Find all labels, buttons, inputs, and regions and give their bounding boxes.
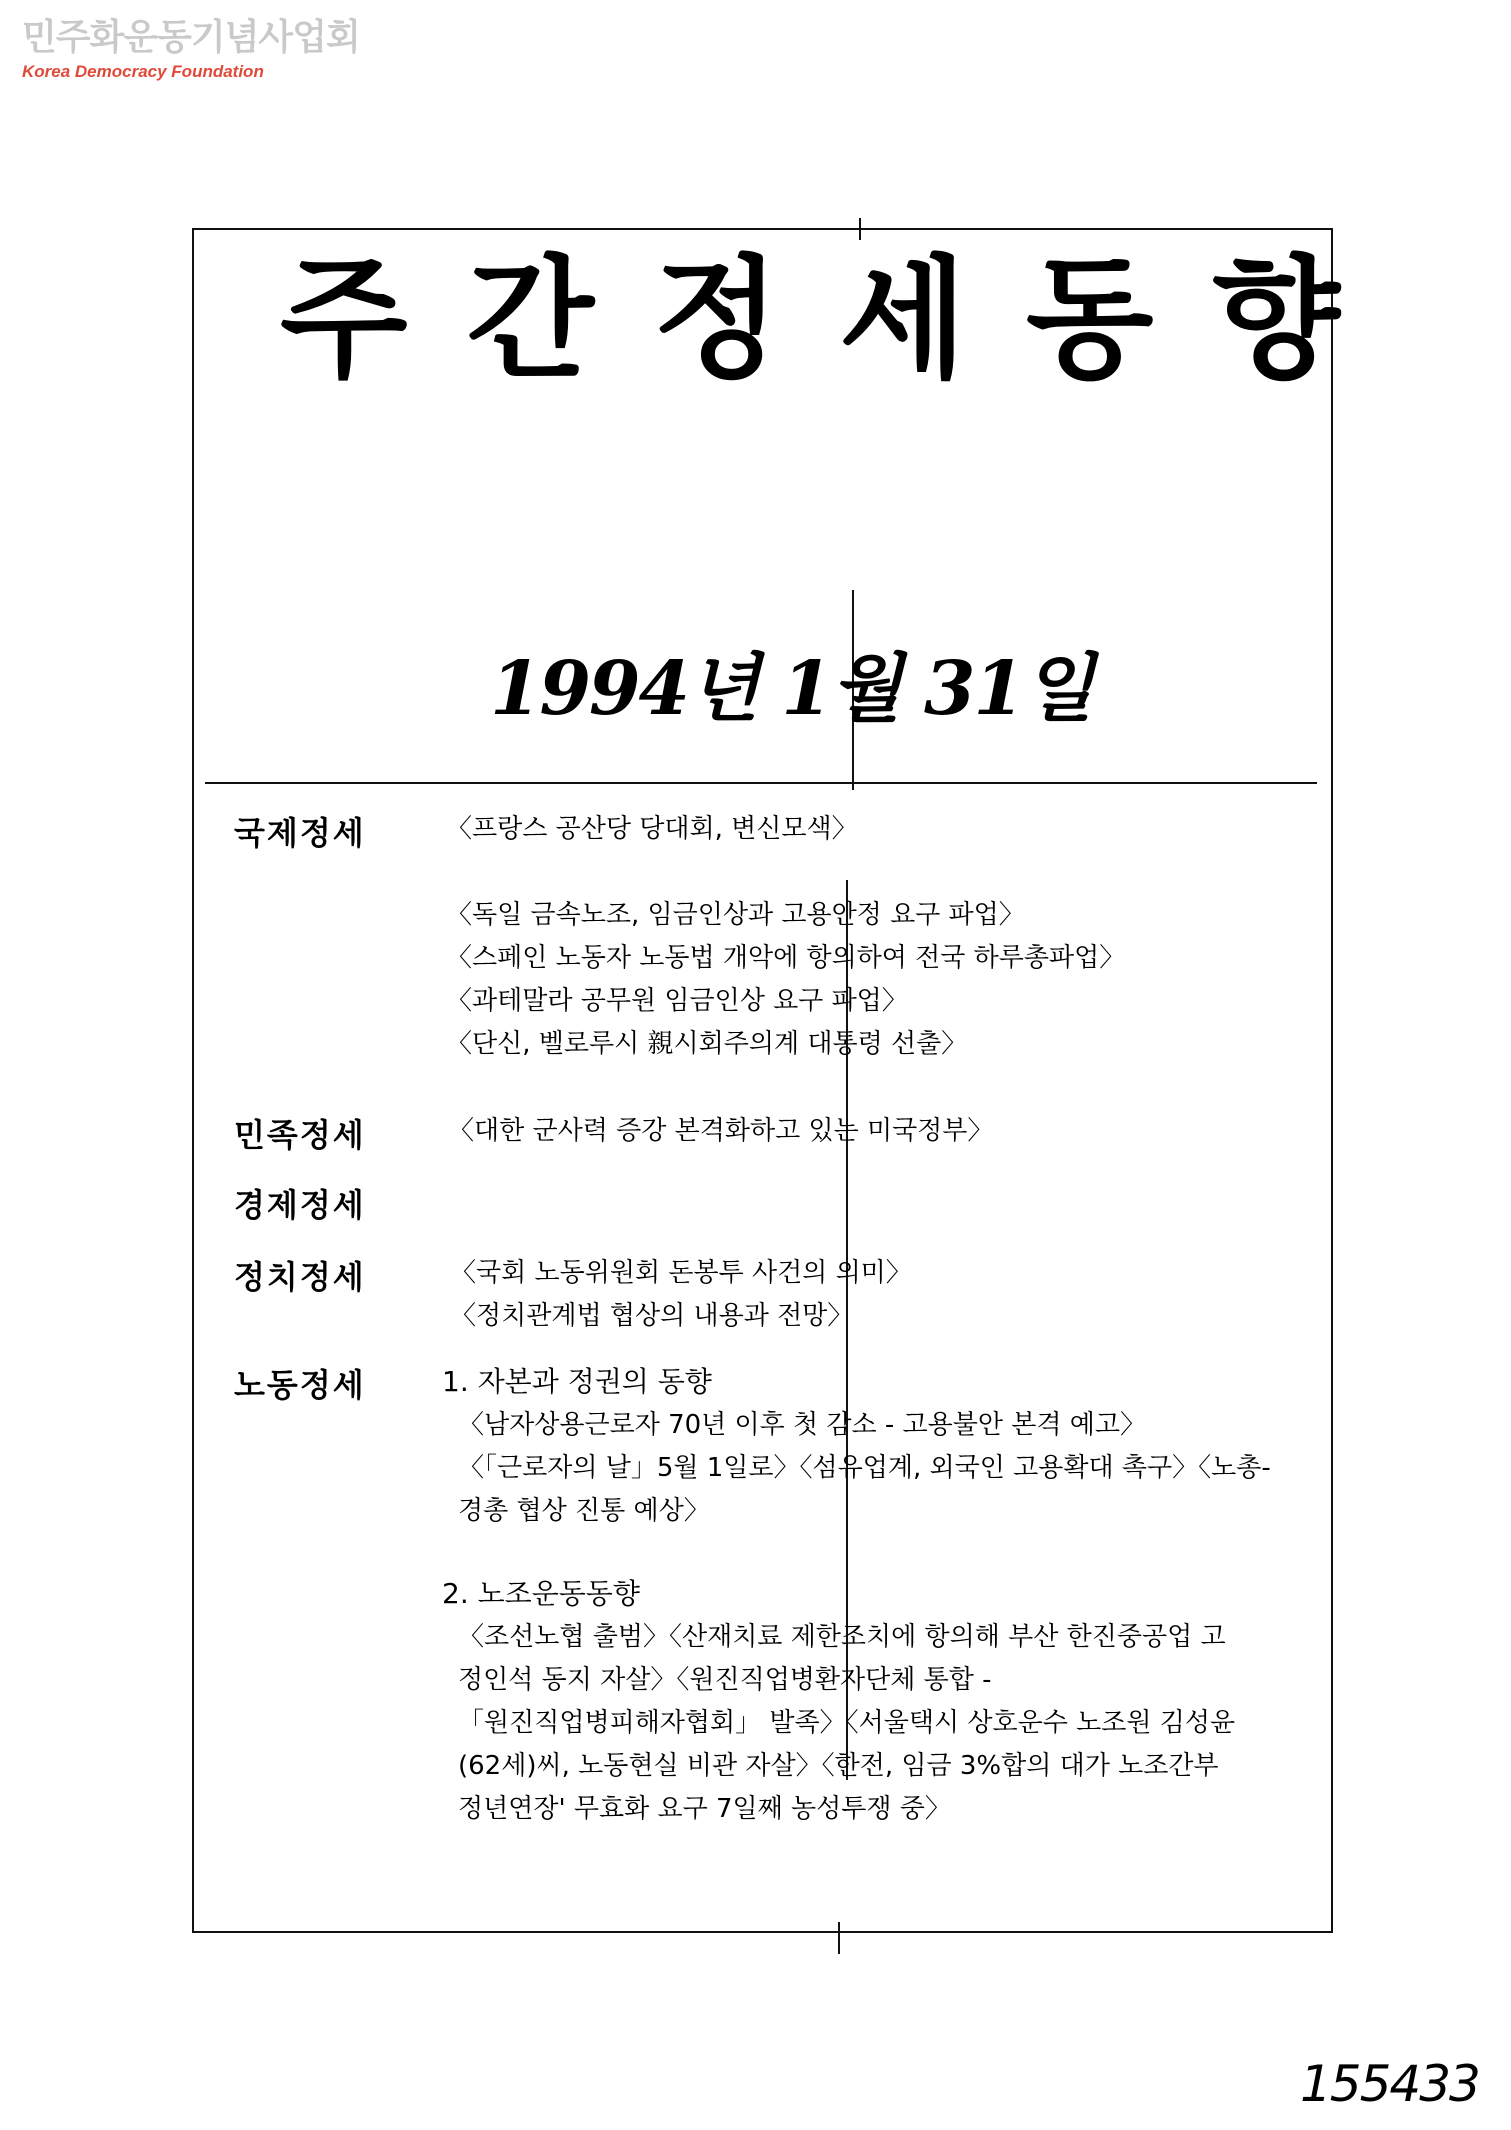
subsection-heading: 1. 자본과 정권의 동향 (442, 1365, 712, 1398)
section-label-economy: 경제정세 (234, 1186, 366, 1224)
section-label-labor: 노동정세 (234, 1366, 366, 1404)
title-char: 주 (280, 242, 408, 397)
watermark (22, 18, 360, 82)
title-char: 동 (1025, 242, 1154, 397)
title-char: 세 (839, 242, 967, 397)
politics-items (450, 1252, 912, 1338)
list-item: 〈과테말라 공무원 임금인상 요구 파업〉 (446, 986, 908, 1016)
labor-subsection-capital (442, 1360, 1272, 1533)
document-date: 1994년 1월 31일 (490, 646, 1093, 732)
title-char: 향 (1212, 242, 1340, 397)
watermark-korean: 민주화운동기념사업회 (22, 17, 360, 58)
title-char: 간 (466, 242, 594, 397)
list-item: 〈스페인 노동자 노동법 개악에 항의하여 전국 하루총파업〉 (446, 943, 1126, 973)
title-char: 정 (652, 242, 781, 397)
list-item: 〈프랑스 공산당 당대회, 변신모색〉 (446, 814, 858, 844)
international-items-group-a (446, 808, 858, 851)
watermark-english: Korea Democracy Foundation (22, 62, 264, 81)
subsection-heading: 2. 노조운동동향 (442, 1577, 640, 1610)
international-items-group-b (446, 894, 1125, 1066)
list-item: 〈단신, 벨로루시 親시회주의계 대통령 선출〉 (446, 1029, 968, 1059)
national-items (448, 1110, 993, 1153)
header-divider (205, 782, 1317, 784)
list-item: 〈정치관계법 협상의 내용과 전망〉 (450, 1301, 854, 1331)
section-label-national: 민족정세 (234, 1116, 366, 1154)
section-label-international: 국제정세 (234, 814, 366, 852)
list-item: 〈국회 노동위원회 돈봉투 사건의 의미〉 (450, 1258, 912, 1288)
registration-mark-bottom (838, 1922, 840, 1954)
registration-mark-top (859, 218, 861, 240)
list-item: 〈대한 군사력 증강 본격화하고 있는 미국정부〉 (448, 1116, 994, 1146)
subsection-body: 〈조선노협 출범〉〈산재치료 제한조치에 항의해 부산 한진중공업 고 정인석 동지 자살〉〈원진직업병환자단체 통합 - 「원진직업병피해자협회」 발족〉〈서울택시 상호운수 노조원 김성윤(62세)씨, 노동현실 비관 자살〉〈한전, 임금 3%합의 대가 노조간부 정년연장' 무효화 요구 7일째 농성투쟁 중〉 (458, 1622, 1236, 1824)
list-item: 〈독일 금속노조, 임금인상과 고용안정 요구 파업〉 (446, 900, 1025, 930)
labor-subsection-union (442, 1572, 1272, 1831)
section-label-politics: 정치정세 (234, 1258, 366, 1296)
document-number: 155433 (1300, 2055, 1479, 2113)
subsection-body: 〈남자상용근로자 70년 이후 첫 감소 - 고용불안 본격 예고〉〈「근로자의 날」5월 1일로〉〈섬유업계, 외국인 고용확대 촉구〉〈노총-경총 협상 진통 예상〉 (458, 1410, 1271, 1526)
document-title (280, 240, 1340, 400)
